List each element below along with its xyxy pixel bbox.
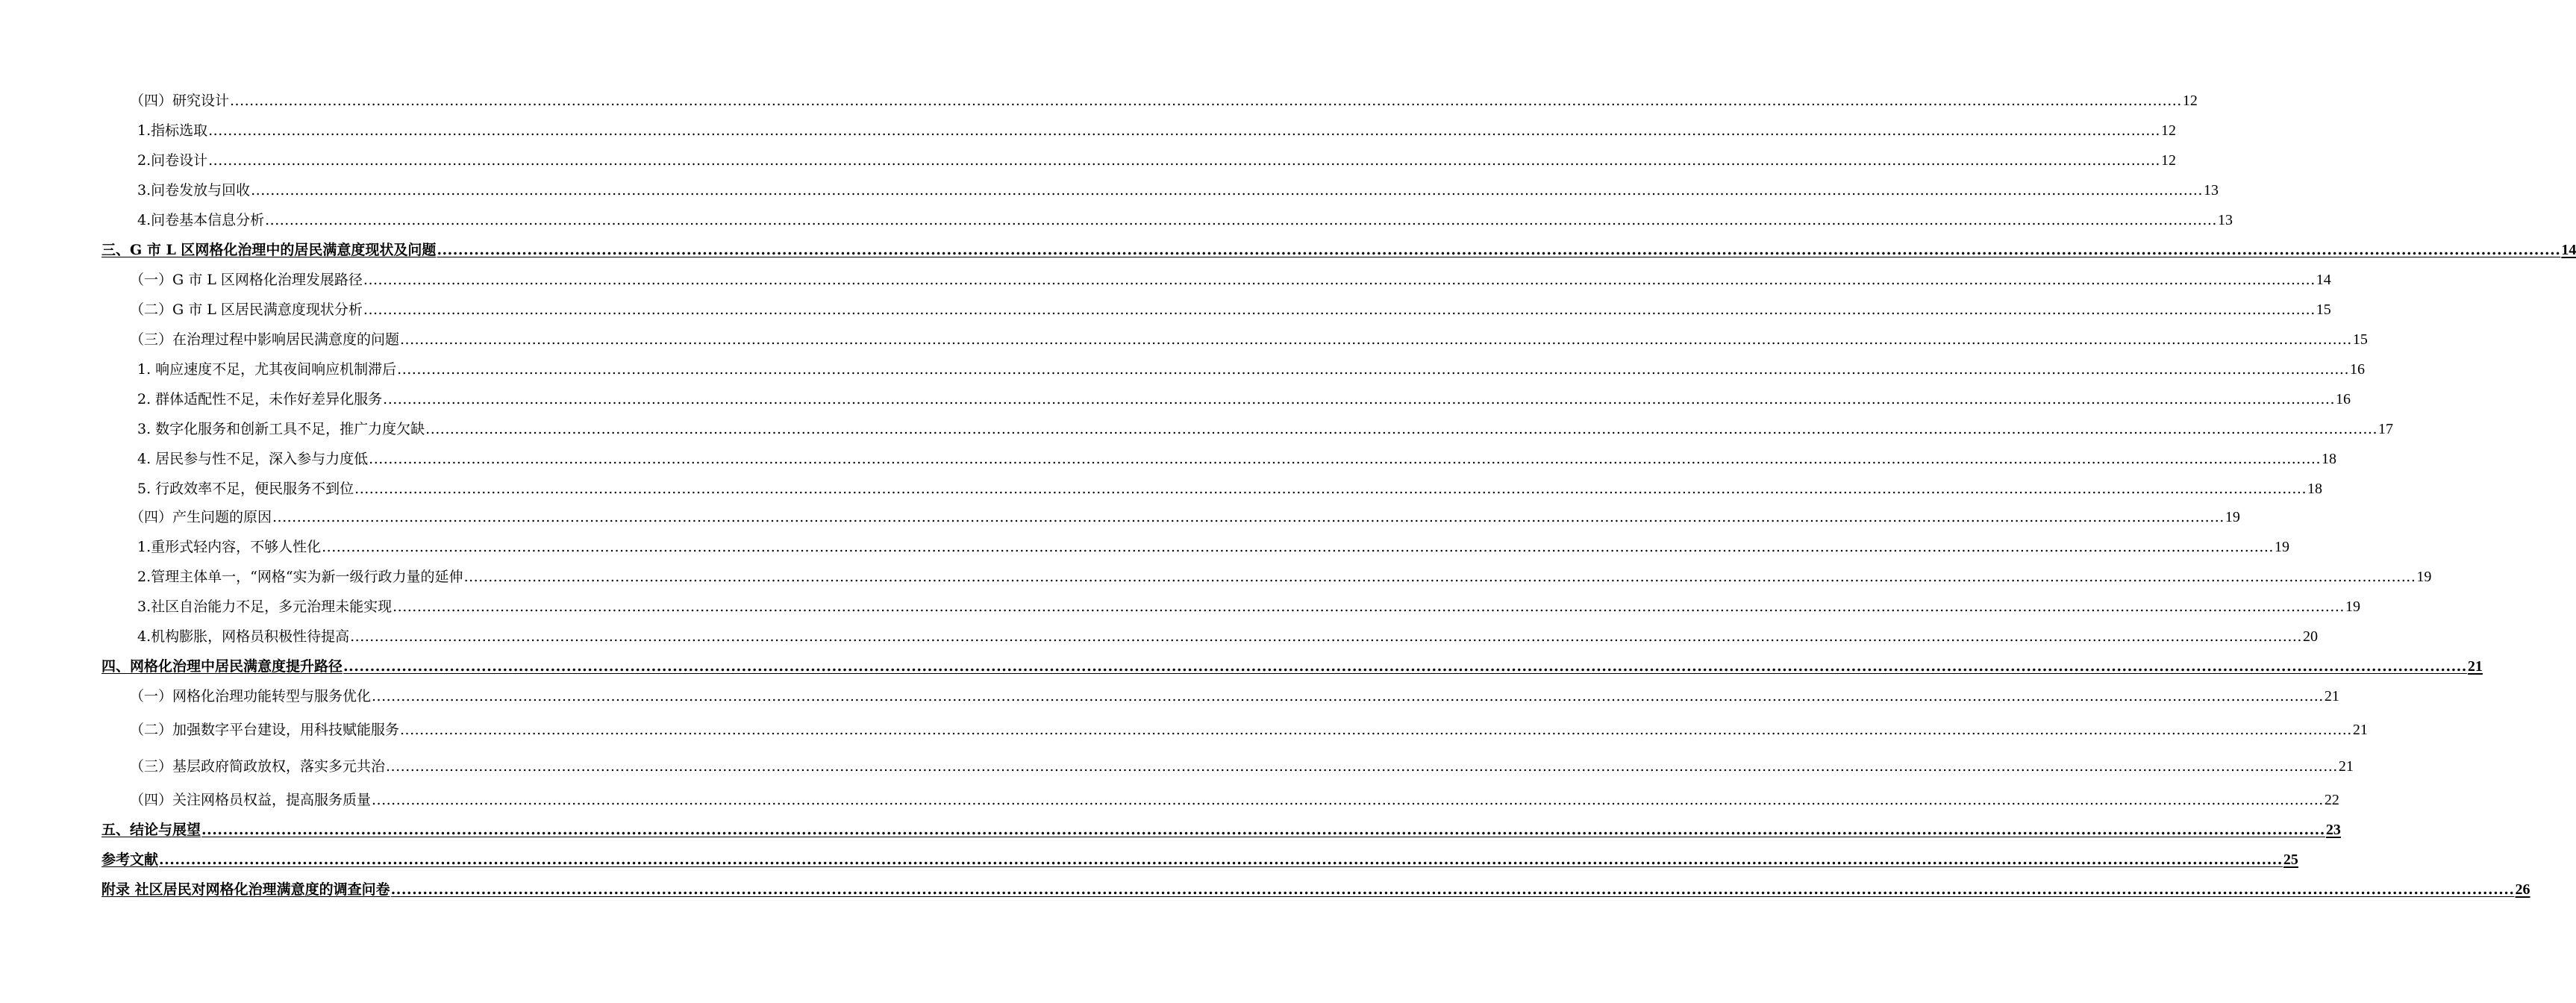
toc-page-number: 13 <box>2217 212 2233 228</box>
toc-entry[interactable] <box>130 270 2331 290</box>
toc-dot-leader: ................................................................................................................................................................................................................................................................................................................................................................................................................ <box>354 481 2307 497</box>
toc-page-number: 18 <box>2322 451 2336 467</box>
toc-entry-title: 1. 响应速度不足，尤其夜间响应机制滞后 <box>137 361 397 378</box>
toc-dot-leader: ................................................................................................................................................................................................................................................................................................................................................................................................................ <box>369 451 2321 467</box>
toc-entry-title: 2.管理主体单一，“网格“实为新一级行政力量的延伸 <box>137 569 463 585</box>
toc-page-number: 21 <box>2467 658 2483 675</box>
toc-entry-title: 参考文献 <box>101 852 159 868</box>
toc-entry-title: 五、结论与展望 <box>101 822 201 838</box>
toc-dot-leader: ................................................................................................................................................................................................................................................................................................................................................................................................................ <box>383 391 2335 407</box>
toc-entry[interactable] <box>130 687 2339 706</box>
toc-entry[interactable] <box>137 181 2219 200</box>
toc-entry-title: （三）在治理过程中影响居民满意度的问题 <box>130 331 400 348</box>
toc-page-number: 21 <box>2324 688 2339 704</box>
toc-page-number: 14 <box>2561 242 2576 258</box>
toc-chapter-entry[interactable] <box>101 820 2341 840</box>
toc-entry-title: 4.问卷基本信息分析 <box>137 212 265 228</box>
toc-dot-leader: ................................................................................................................................................................................................................................................................................................................................................................................................................ <box>159 852 2283 868</box>
toc-entry-title: （一）G 市 L 区网格化治理发展路径 <box>130 272 363 288</box>
toc-page-number: 23 <box>2325 822 2341 838</box>
toc-dot-leader: ................................................................................................................................................................................................................................................................................................................................................................................................................ <box>265 212 2217 228</box>
toc-entry[interactable] <box>130 91 2198 110</box>
toc-dot-leader: ................................................................................................................................................................................................................................................................................................................................................................................................................ <box>363 301 2316 318</box>
toc-entry[interactable] <box>137 627 2318 646</box>
toc-entry-title: （四）产生问题的原因 <box>130 509 272 525</box>
toc-entry[interactable] <box>137 449 2336 469</box>
toc-entry[interactable] <box>137 479 2322 499</box>
toc-entry[interactable] <box>137 210 2233 230</box>
toc-page-number: 15 <box>2316 301 2331 318</box>
toc-chapter-entry[interactable] <box>101 240 2576 260</box>
toc-entry-title: 3. 数字化服务和创新工具不足，推广力度欠缺 <box>137 421 425 437</box>
toc-entry[interactable] <box>137 360 2365 379</box>
toc-dot-leader: ................................................................................................................................................................................................................................................................................................................................................................................................................ <box>230 93 2182 109</box>
toc-entry[interactable] <box>137 390 2351 409</box>
toc-entry[interactable] <box>130 757 2354 776</box>
toc-entry[interactable] <box>130 507 2240 527</box>
toc-page-number: 18 <box>2307 481 2322 497</box>
toc-dot-leader: ................................................................................................................................................................................................................................................................................................................................................................................................................ <box>251 182 2203 199</box>
toc-page-number: 12 <box>2160 152 2176 169</box>
toc-entry-title: 1.指标选取 <box>137 122 208 139</box>
toc-dot-leader: ................................................................................................................................................................................................................................................................................................................................................................................................................ <box>343 658 2467 675</box>
toc-entry-title: （三）基层政府简政放权，落实多元共治 <box>130 758 386 775</box>
toc-page-number: 19 <box>2274 539 2289 555</box>
toc-entry-title: 三、G 市 L 区网格化治理中的居民满意度现状及问题 <box>101 242 437 258</box>
toc-chapter-entry[interactable] <box>101 850 2298 869</box>
toc-entry-title: （一）网格化治理功能转型与服务优化 <box>130 688 372 704</box>
toc-entry[interactable] <box>130 300 2331 319</box>
toc-entry-title: 1.重形式轻内容，不够人性化 <box>137 539 322 555</box>
toc-entry[interactable] <box>137 419 2393 439</box>
toc-entry[interactable] <box>137 121 2176 140</box>
toc-page-number: 25 <box>2283 852 2298 868</box>
toc-entry[interactable] <box>137 537 2289 557</box>
toc-entry-title: 3.问卷发放与回收 <box>137 182 251 199</box>
toc-dot-leader: ................................................................................................................................................................................................................................................................................................................................................................................................................ <box>372 792 2324 808</box>
toc-entry[interactable] <box>130 790 2339 810</box>
toc-page-number: 12 <box>2182 93 2198 109</box>
toc-dot-leader: ................................................................................................................................................................................................................................................................................................................................................................................................................ <box>393 599 2345 615</box>
toc-page-number: 20 <box>2302 628 2318 645</box>
toc-page-number: 14 <box>2316 272 2331 288</box>
toc-chapter-entry[interactable] <box>101 657 2483 676</box>
toc-entry[interactable] <box>130 720 2368 740</box>
toc-page-number: 21 <box>2338 758 2354 775</box>
toc-page-number: 12 <box>2160 122 2176 139</box>
toc-dot-leader: ................................................................................................................................................................................................................................................................................................................................................................................................................ <box>350 628 2302 645</box>
toc-page-number: 16 <box>2336 391 2351 407</box>
toc-dot-leader: ................................................................................................................................................................................................................................................................................................................................................................................................................ <box>397 361 2349 378</box>
toc-dot-leader: ................................................................................................................................................................................................................................................................................................................................................................................................................ <box>437 242 2561 258</box>
toc-entry-title: 2.问卷设计 <box>137 152 208 169</box>
toc-entry-title: 4.机构膨胀，网格员积极性待提高 <box>137 628 350 645</box>
toc-entry-title: 四、网格化治理中居民满意度提升路径 <box>101 658 343 675</box>
toc-entry-title: （四）关注网格员权益，提高服务质量 <box>130 792 372 808</box>
toc-entry[interactable] <box>130 330 2368 349</box>
toc-page-number: 21 <box>2352 722 2368 738</box>
toc-dot-leader: ................................................................................................................................................................................................................................................................................................................................................................................................................ <box>386 758 2338 775</box>
toc-entry-title: 2. 群体适配性不足，未作好差异化服务 <box>137 391 383 407</box>
toc-entry[interactable] <box>137 151 2176 170</box>
toc-dot-leader: ................................................................................................................................................................................................................................................................................................................................................................................................................ <box>272 509 2225 525</box>
toc-entry[interactable] <box>137 597 2360 616</box>
toc-entry-title: 3.社区自治能力不足，多元治理未能实现 <box>137 599 393 615</box>
toc-page-number: 19 <box>2416 569 2432 585</box>
toc-dot-leader: ................................................................................................................................................................................................................................................................................................................................................................................................................ <box>208 152 2160 169</box>
toc-dot-leader: ................................................................................................................................................................................................................................................................................................................................................................................................................ <box>463 569 2416 585</box>
toc-dot-leader: ................................................................................................................................................................................................................................................................................................................................................................................................................ <box>400 331 2352 348</box>
toc-entry-title: （四）研究设计 <box>130 93 230 109</box>
toc-dot-leader: ................................................................................................................................................................................................................................................................................................................................................................................................................ <box>322 539 2274 555</box>
toc-dot-leader: ................................................................................................................................................................................................................................................................................................................................................................................................................ <box>208 122 2160 139</box>
toc-chapter-entry[interactable] <box>101 880 2530 899</box>
toc-dot-leader: ................................................................................................................................................................................................................................................................................................................................................................................................................ <box>363 272 2316 288</box>
toc-entry-title: 附录 社区居民对网格化治理满意度的调查问卷 <box>101 881 390 898</box>
toc-page-number: 16 <box>2350 361 2365 378</box>
toc-entry-title: 5. 行政效率不足，便民服务不到位 <box>137 481 354 497</box>
toc-dot-leader: ................................................................................................................................................................................................................................................................................................................................................................................................................ <box>425 421 2378 437</box>
toc-dot-leader: ................................................................................................................................................................................................................................................................................................................................................................................................................ <box>201 822 2325 838</box>
toc-dot-leader: ................................................................................................................................................................................................................................................................................................................................................................................................................ <box>372 688 2324 704</box>
toc-entry-title: 4. 居民参与性不足，深入参与力度低 <box>137 451 369 467</box>
toc-dot-leader: ................................................................................................................................................................................................................................................................................................................................................................................................................ <box>390 881 2515 898</box>
toc-page-number: 17 <box>2378 421 2393 437</box>
toc-page-number: 15 <box>2352 331 2368 348</box>
toc-page-number: 13 <box>2203 182 2219 199</box>
toc-entry-title: （二）加强数字平台建设，用科技赋能服务 <box>130 722 400 738</box>
toc-entry-title: （二）G 市 L 区居民满意度现状分析 <box>130 301 363 318</box>
toc-entry[interactable] <box>137 567 2432 587</box>
toc-page-number: 19 <box>2345 599 2360 615</box>
toc-page-number: 26 <box>2515 881 2530 898</box>
toc-page-number: 22 <box>2324 792 2339 808</box>
toc-dot-leader: ................................................................................................................................................................................................................................................................................................................................................................................................................ <box>400 722 2352 738</box>
toc-page-number: 19 <box>2225 509 2240 525</box>
